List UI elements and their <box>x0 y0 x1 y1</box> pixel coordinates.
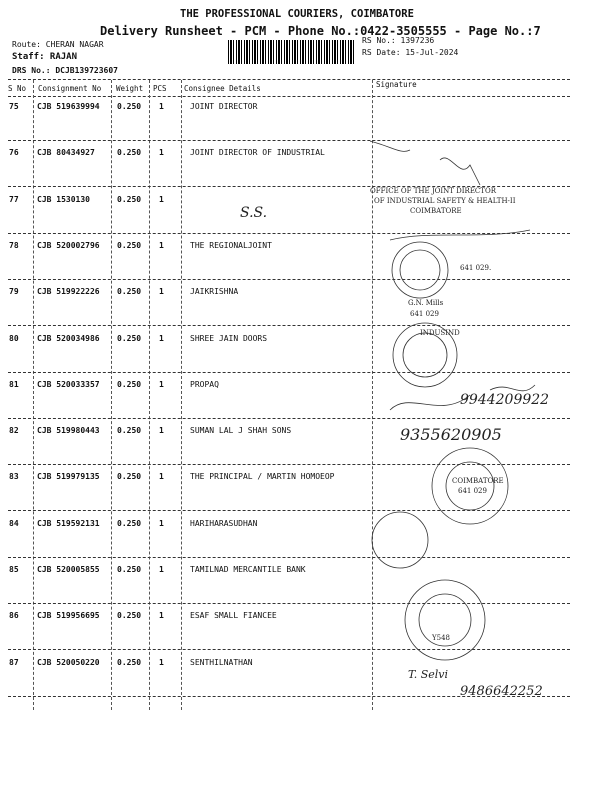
row-weight: 0.250 <box>117 148 142 158</box>
handwritten-phone: 9944209922 <box>460 392 550 408</box>
row-consignment-no: CJB 80434927 <box>37 148 95 158</box>
row-consignee: SUMAN LAL J SHAH SONS <box>190 426 292 436</box>
stamp-text: 641 029 <box>410 310 439 318</box>
row-consignee: JOINT DIRECTOR OF INDUSTRIAL <box>190 148 325 158</box>
row-sno: 80 <box>9 333 19 343</box>
rs-date: RS Date: 15-Jul-2024 <box>362 48 459 57</box>
stamp-text: COIMBATORE <box>452 477 504 485</box>
row-pcs: 1 <box>159 148 164 158</box>
stamp-text: 641 029. <box>460 264 492 272</box>
col-consignment-header: Consignment No <box>38 84 102 93</box>
row-consignee: THE PRINCIPAL / MARTIN HOMOEOP <box>190 472 335 482</box>
row-weight: 0.250 <box>117 518 142 528</box>
handwritten-phone: 9355620905 <box>400 425 502 444</box>
row-pcs: 1 <box>159 472 164 482</box>
signature-scribble <box>390 395 470 410</box>
row-consignee: JAIKRISHNA <box>190 287 239 297</box>
stamp-text: Y548 <box>432 634 450 642</box>
company-name: THE PROFESSIONAL COURIERS, COIMBATORE <box>180 8 414 20</box>
stamp-circle <box>403 333 447 377</box>
row-sno: 75 <box>9 102 19 111</box>
runsheet-title: Delivery Runsheet - PCM - Phone No.:0422-3505555 - Page No.:7 <box>100 24 541 38</box>
row-consignment-no: CJB 520033357 <box>37 379 100 389</box>
row-consignee: ESAF SMALL FIANCEE <box>190 611 277 621</box>
row-consignment-no: CJB 1530130 <box>37 194 90 204</box>
row-sno: 83 <box>9 472 19 482</box>
col-divider <box>149 80 150 710</box>
stamp-circle <box>446 462 494 510</box>
stamp-text: INDUSIND <box>420 329 460 337</box>
row-sno: 77 <box>9 194 19 204</box>
row-weight: 0.250 <box>117 611 142 621</box>
row-sno: 82 <box>9 426 19 436</box>
row-pcs: 1 <box>159 102 164 111</box>
row-pcs: 1 <box>159 287 164 297</box>
row-consignee: JOINT DIRECTOR <box>190 102 258 111</box>
col-consignee-header: Consignee Details <box>184 84 261 93</box>
drs-number: DRS No.: DCJB139723607 <box>12 66 118 75</box>
row-pcs: 1 <box>159 518 164 528</box>
signature-scribble <box>490 385 535 391</box>
row-sno: 85 <box>9 565 19 574</box>
signature-scribble <box>370 107 410 152</box>
row-consignee: TAMILNAD MERCANTILE BANK <box>190 565 306 574</box>
row-consignment-no: CJB 520005855 <box>37 565 100 574</box>
row-weight: 0.250 <box>117 426 142 436</box>
handwritten-phone: 9486642252 <box>460 684 543 699</box>
row-consignment-no: CJB 520034986 <box>37 333 100 343</box>
row-weight: 0.250 <box>117 194 142 204</box>
row-weight: 0.250 <box>117 240 142 250</box>
rs-number: RS No.: 1397236 <box>362 36 435 45</box>
col-sno-header: S No <box>8 84 27 93</box>
col-signature-header: Signature <box>376 80 417 89</box>
row-weight: 0.250 <box>117 657 142 667</box>
row-pcs: 1 <box>159 611 164 621</box>
row-weight: 0.250 <box>117 565 142 574</box>
route-label: Route: CHERAN NAGAR <box>12 40 104 49</box>
stamp-text: OFFICE OF THE JOINT DIRECTOR <box>370 187 496 195</box>
row-consignment-no: CJB 519639994 <box>37 102 100 111</box>
handwritten-note: S.S. <box>240 205 268 221</box>
row-weight: 0.250 <box>117 333 142 343</box>
col-divider <box>33 80 34 710</box>
row-weight: 0.250 <box>117 287 142 297</box>
row-pcs: 1 <box>159 379 164 389</box>
row-pcs: 1 <box>159 657 164 667</box>
header-top-rule <box>8 79 570 80</box>
row-sno: 78 <box>9 240 19 250</box>
row-consignee: SHREE JAIN DOORS <box>190 333 268 343</box>
row-consignee: HARIHARASUDHAN <box>190 518 258 528</box>
stamp-circle <box>372 512 428 568</box>
row-pcs: 1 <box>159 194 164 204</box>
row-pcs: 1 <box>159 426 164 436</box>
barcode <box>228 40 354 64</box>
row-pcs: 1 <box>159 240 164 250</box>
row-consignment-no: CJB 519922226 <box>37 287 100 297</box>
stamp-text: COIMBATORE <box>410 207 462 215</box>
stamp-circle <box>400 250 440 290</box>
signature-scribble <box>390 230 530 240</box>
signature-scribble <box>440 158 480 185</box>
row-weight: 0.250 <box>117 379 142 389</box>
row-consignee: THE REGIONALJOINT <box>190 240 272 250</box>
stamp-text: G.N. Mills <box>408 299 444 307</box>
stamp-circle <box>432 448 508 524</box>
stamp-text: OF INDUSTRIAL SAFETY & HEALTH-II <box>374 197 516 205</box>
row-pcs: 1 <box>159 565 164 574</box>
row-weight: 0.250 <box>117 472 142 482</box>
col-weight-header: Weight <box>116 84 144 93</box>
row-sno: 84 <box>9 518 19 528</box>
row-consignment-no: CJB 519980443 <box>37 426 100 436</box>
row-weight: 0.250 <box>117 102 142 111</box>
row-consignee: SENTHILNATHAN <box>190 657 253 667</box>
row-consignment-no: CJB 520002796 <box>37 240 100 250</box>
row-pcs: 1 <box>159 333 164 343</box>
col-divider <box>111 80 112 710</box>
col-pcs-header: PCS <box>153 84 167 93</box>
row-sno: 86 <box>9 611 19 621</box>
row-consignment-no: CJB 519592131 <box>37 518 100 528</box>
col-divider <box>181 80 182 710</box>
row-consignment-no: CJB 520050220 <box>37 657 100 667</box>
handwritten-name: T. Selvi <box>408 668 449 681</box>
row-consignee: PROPAQ <box>190 379 219 389</box>
stamp-circle <box>405 580 485 660</box>
stamp-text: 641 029 <box>458 487 487 495</box>
row-sno: 79 <box>9 287 19 297</box>
row-consignment-no: CJB 519979135 <box>37 472 100 482</box>
row-sno: 87 <box>9 657 19 667</box>
staff-label: Staff: RAJAN <box>12 52 78 62</box>
row-sno: 76 <box>9 148 19 158</box>
row-consignment-no: CJB 519956695 <box>37 611 100 621</box>
row-sno: 81 <box>9 379 19 389</box>
